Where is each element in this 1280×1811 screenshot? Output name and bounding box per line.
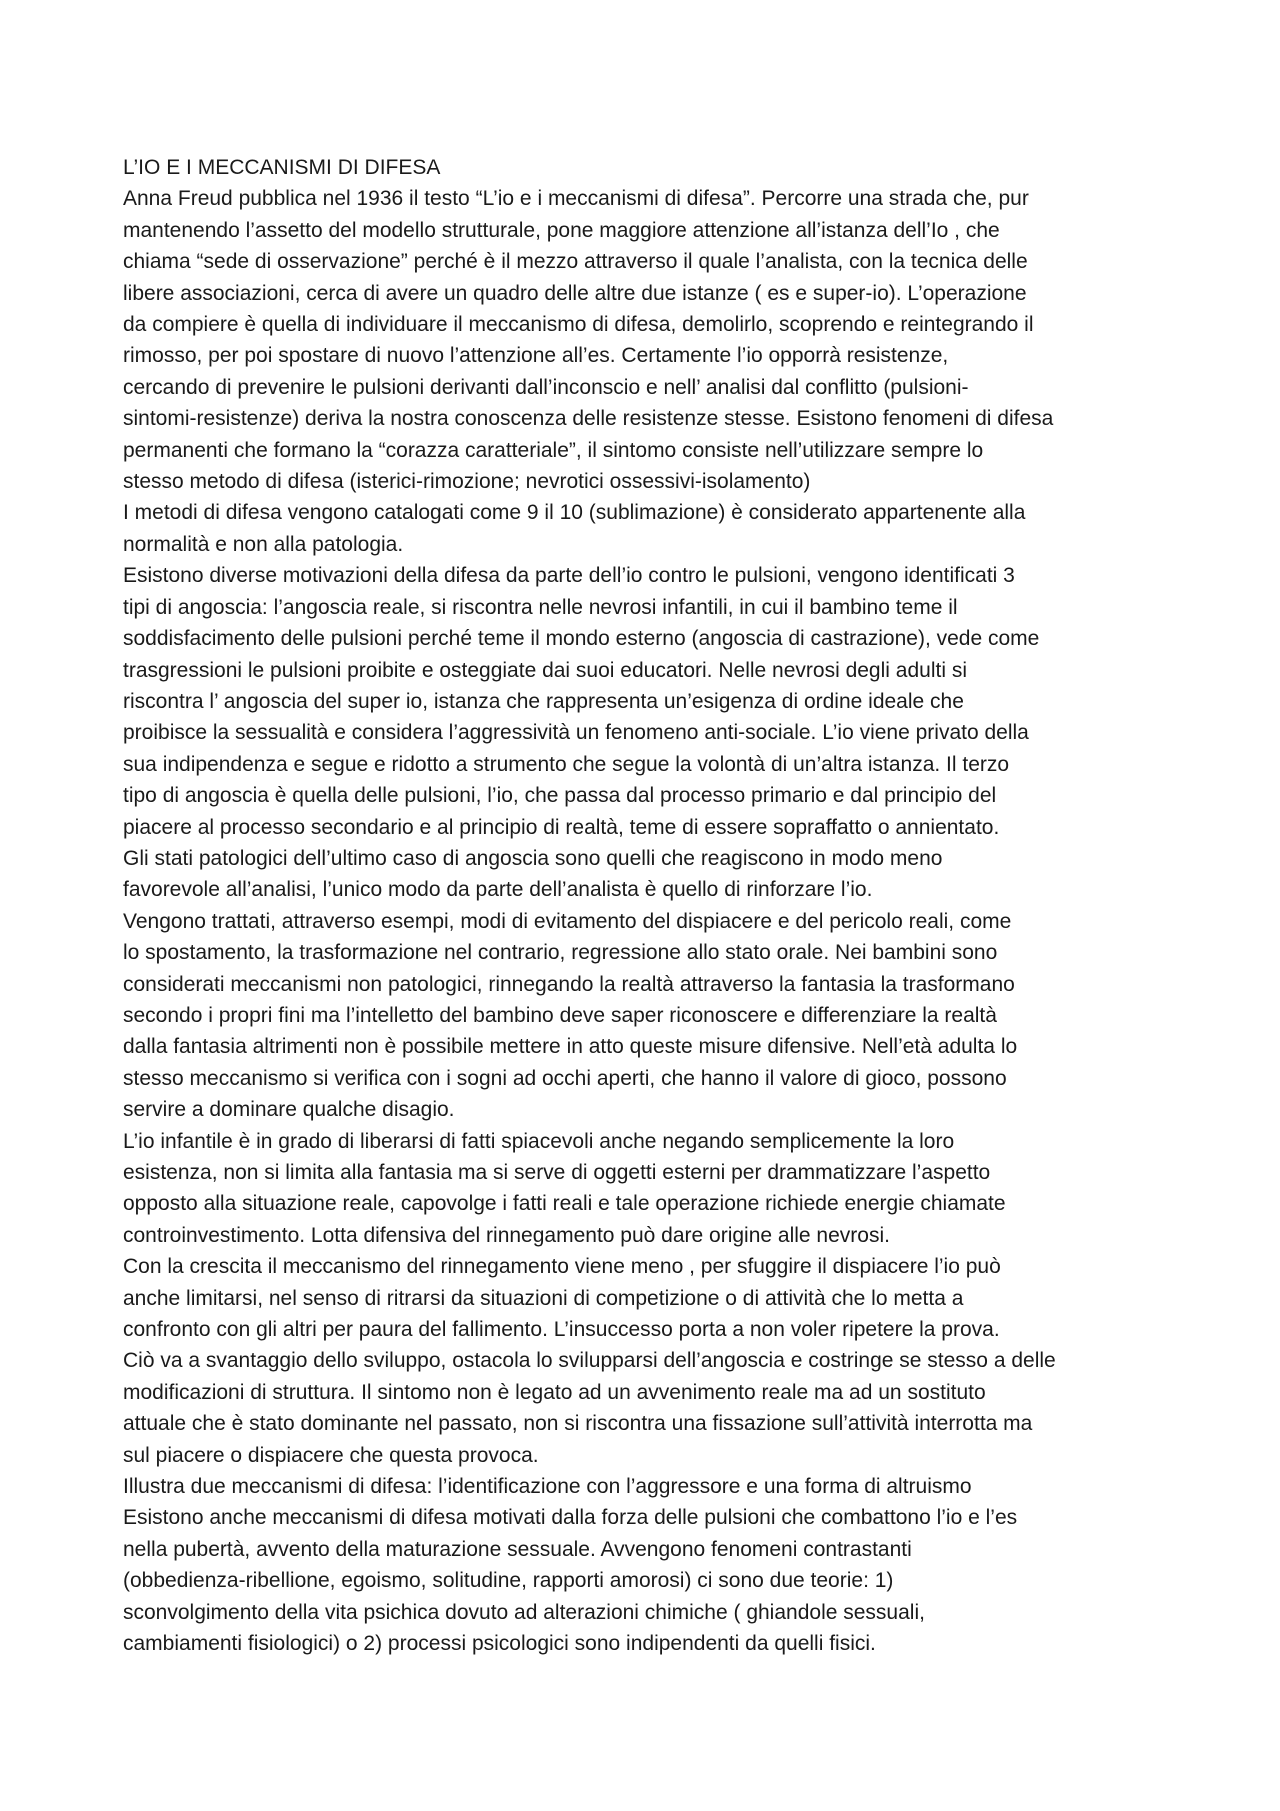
- text-line: libere associazioni, cerca di avere un quadro delle altre due istanze ( es e super-io). L’operazione: [123, 281, 1027, 305]
- document-title: L’IO E I MECCANISMI DI DIFESA: [123, 156, 441, 179]
- text-line: da compiere è quella di individuare il meccanismo di difesa, demolirlo, scoprendo e reintegrando il: [123, 313, 1034, 337]
- text-line: Gli stati patologici dell’ultimo caso di angoscia sono quelli che reagiscono in modo meno: [123, 846, 943, 870]
- text-line: cambiamenti fisiologici) o 2) processi psicologici sono indipendenti da quelli fisici.: [123, 1632, 876, 1656]
- text-line: L’io infantile è in grado di liberarsi di fatti spiacevoli anche negando semplicemente la loro: [123, 1129, 955, 1153]
- text-line: Ciò va a svantaggio dello sviluppo, ostacola lo svilupparsi dell’angoscia e costringe se stesso a delle: [123, 1349, 1056, 1373]
- text-line: cercando di prevenire le pulsioni derivanti dall’inconscio e nell’ analisi dal conflitto (pulsioni-: [123, 375, 969, 399]
- text-line: considerati meccanismi non patologici, rinnegando la realtà attraverso la fantasia la trasformano: [123, 972, 1015, 996]
- text-line: trasgressioni le pulsioni proibite e osteggiate dai suoi educatori. Nelle nevrosi degli adulti si: [123, 658, 967, 682]
- text-line: chiama “sede di osservazione” perché è il mezzo attraverso il quale l’analista, con la tecnica delle: [123, 250, 1028, 274]
- text-line: stesso meccanismo si verifica con i sogni ad occhi aperti, che hanno il valore di gioco, possono: [123, 1066, 1007, 1090]
- text-line: nella pubertà, avvento della maturazione sessuale. Avvengono fenomeni contrastanti: [123, 1537, 912, 1561]
- text-line: Esistono diverse motivazioni della difesa da parte dell’io contro le pulsioni, vengono identificati 3: [123, 564, 1015, 588]
- text-line: sconvolgimento della vita psichica dovuto ad alterazioni chimiche ( ghiandole sessuali,: [123, 1600, 925, 1624]
- text-line: sintomi-resistenze) deriva la nostra conoscenza delle resistenze stesse. Esistono fenomeni di difesa: [123, 407, 1054, 431]
- text-line: esistenza, non si limita alla fantasia ma si serve di oggetti esterni per drammatizzare l’aspetto: [123, 1161, 991, 1184]
- text-line: anche limitarsi, nel senso di ritrarsi da situazioni di competizione o di attività che lo metta a: [123, 1286, 964, 1310]
- text-line: sua indipendenza e segue e ridotto a strumento che segue la volontà di un’altra istanza. Il terzo: [123, 752, 1010, 776]
- text-line: sul piacere o dispiacere che questa provoca.: [123, 1443, 539, 1467]
- text-line: secondo i propri fini ma l’intelletto del bambino deve saper riconoscere e differenziare la realtà: [123, 1003, 997, 1027]
- text-line: stesso metodo di difesa (isterici-rimozione; nevrotici ossessivi-isolamento): [123, 470, 811, 494]
- text-line: riscontra l’ angoscia del super io, istanza che rappresenta un’esigenza di ordine ideale che: [123, 689, 964, 713]
- text-line: favorevole all’analisi, l’unico modo da parte dell’analista è quello di rinforzare l’io.: [123, 878, 873, 902]
- text-line: modificazioni di struttura. Il sintomo non è legato ad un avvenimento reale ma ad un sostituto: [123, 1380, 986, 1404]
- text-line: opposto alla situazione reale, capovolge i fatti reali e tale operazione richiede energie chiamate: [123, 1192, 1006, 1216]
- text-line: controinvestimento. Lotta difensiva del rinnegamento può dare origine alle nevrosi.: [123, 1223, 890, 1247]
- text-line: rimosso, per poi spostare di nuovo l’attenzione all’es. Certamente l’io opporrà resistenze,: [123, 344, 949, 368]
- text-line: normalità e non alla patologia.: [123, 532, 404, 556]
- text-line: Anna Freud pubblica nel 1936 il testo “L’io e i meccanismi di difesa”. Percorre una strada che, pur: [123, 187, 1029, 211]
- text-line: lo spostamento, la trasformazione nel contrario, regressione allo stato orale. Nei bambini sono: [123, 941, 998, 965]
- text-line: Vengono trattati, attraverso esempi, modi di evitamento del dispiacere e del pericolo reali, come: [123, 909, 1012, 933]
- text-line: attuale che è stato dominante nel passato, non si riscontra una fissazione sull’attività interrotta ma: [123, 1412, 1033, 1436]
- text-line: servire a dominare qualche disagio.: [123, 1098, 455, 1122]
- text-line: dalla fantasia altrimenti non è possibile mettere in atto queste misure difensive. Nell’età adulta lo: [123, 1035, 1018, 1059]
- text-line: tipo di angoscia è quella delle pulsioni, l’io, che passa dal processo primario e dal principio del: [123, 784, 997, 808]
- document-lines: [123, 183, 1173, 1659]
- text-line: tipi di angoscia: l’angoscia reale, si riscontra nelle nevrosi infantili, in cui il bambino teme il: [123, 595, 958, 619]
- text-line: Con la crescita il meccanismo del rinnegamento viene meno , per sfuggire il dispiacere l’io può: [123, 1255, 1001, 1279]
- text-line: Esistono anche meccanismi di difesa motivati dalla forza delle pulsioni che combattono l’io e l’es: [123, 1506, 1018, 1530]
- document-body: [123, 152, 1173, 1660]
- text-line: proibisce la sessualità e considera l’aggressività un fenomeno anti-sociale. L’io viene privato della: [123, 721, 1029, 745]
- text-line: soddisfacimento delle pulsioni perché teme il mondo esterno (angoscia di castrazione), vede come: [123, 627, 1040, 651]
- text-line: Illustra due meccanismi di difesa: l’identificazione con l’aggressore e una forma di altruismo: [123, 1475, 972, 1499]
- text-line: permanenti che formano la “corazza caratteriale”, il sintomo consiste nell’utilizzare sempre lo: [123, 438, 984, 462]
- text-line: mantenendo l’assetto del modello strutturale, pone maggiore attenzione all’istanza dell’Io , che: [123, 218, 1000, 242]
- text-line: confronto con gli altri per paura del fallimento. L’insuccesso porta a non voler ripetere la prova.: [123, 1318, 1000, 1342]
- text-line: piacere al processo secondario e al principio di realtà, teme di essere sopraffatto o annientato.: [123, 815, 1000, 839]
- text-line: (obbedienza-ribellione, egoismo, solitudine, rapporti amorosi) ci sono due teorie: 1): [123, 1569, 894, 1593]
- text-line: I metodi di difesa vengono catalogati come 9 il 10 (sublimazione) è considerato appartenente alla: [123, 501, 1026, 525]
